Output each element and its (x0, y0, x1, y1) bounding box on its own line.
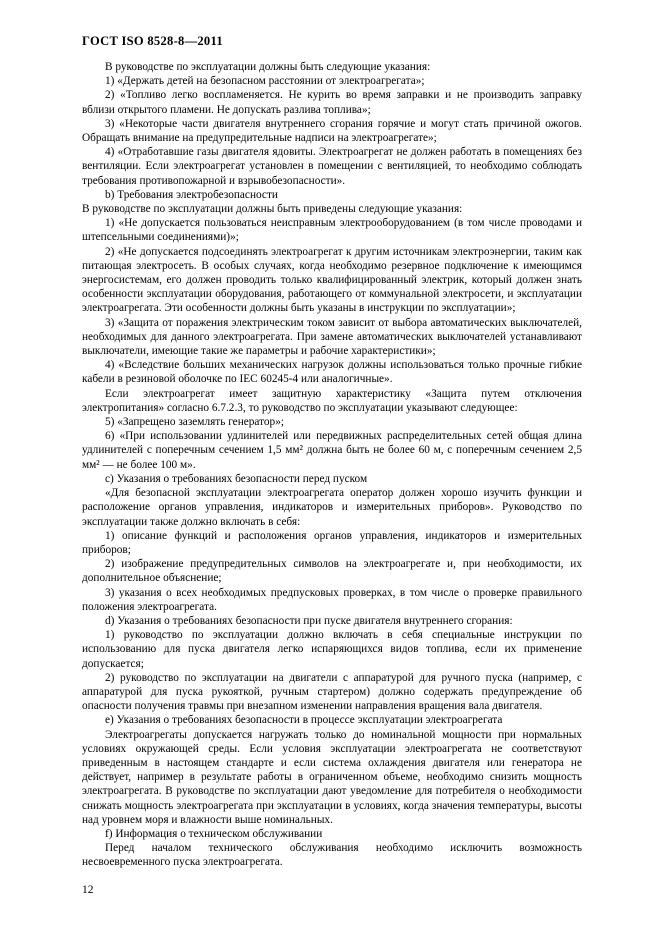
paragraph: В руководстве по эксплуатации должны быть приведены следующие указания: (82, 203, 463, 216)
page-header: ГОСТ ISO 8528-8—2011 (82, 34, 223, 48)
paragraph: 2) изображение предупредительных символов на электроагрегате и, при необходимости, их дополнительное объяснение; (82, 558, 582, 585)
paragraph: 5) «Запрещено заземлять генератор»; (105, 416, 284, 429)
paragraph: В руководстве по эксплуатации должны быть следующие указания: (105, 61, 431, 73)
paragraph: Перед началом технического обслуживания необходимо исключить возможность несвоевременного пуска электроагрегата. (82, 842, 582, 869)
paragraph: 2) «Не допускается подсоединять электроагрегат к другим источникам электроэнергии, таким как питающая электросеть. В особых случаях, когда необходимо резервное подключение к имеющимся энергосистемам, его должен проводить только квалифицированный электрик, который должен знать особенности эксплуатации оборудования, работающего от коммунальной электросети, и эксплуатации электроагрегата. Эти особенности должны быть указаны в инструкции по эксплуатации»; (82, 245, 582, 315)
paragraph: e) Указания о требованиях безопасности в процессе эксплуатации электроагрегата (105, 714, 503, 727)
paragraph: 1) руководство по эксплуатации должно включать в себя специальные инструкции по использованию для пуска двигателя легко испаряющихся видов топлива, если их применение допускается; (82, 629, 582, 670)
paragraph: 4) «Вследствие больших механических нагрузок должны использоваться только прочные гибкие кабели в резиновой оболочке по IEC 60245-4 или аналогичные». (82, 359, 582, 386)
paragraph: 1) описание функций и расположения органов управления, индикаторов и измерительных приборов; (82, 529, 582, 556)
paragraph: 2) «Топливо легко воспламеняется. Не курить во время заправки и не производить заправку вблизи открытого пламени. Не допускать разлива топлива»; (82, 89, 582, 116)
paragraph: «Для безопасной эксплуатации электроагрегата оператор должен хорошо изучить функции и расположение органов управления, индикаторов и измерительных приборов». Руководство по эксплуатации также должно включать в себя: (82, 487, 582, 528)
paragraph: 3) «Некоторые части двигателя внутреннего сгорания горячие и могут стать причиной ожогов. Обращать внимание на предупредительные надписи на электроагрегате»; (82, 117, 582, 145)
paragraph: 1) «Не допускается пользоваться неисправным электрооборудованием (в том числе проводами и штепсельными соединениями)»; (82, 217, 582, 244)
paragraph: 3) «Защита от поражения электрическим током зависит от выбора автоматических выключателей, необходимых для данного электроагрегата. При замене автоматических выключателей устанавливают выключатели, имеющие такие же параметры и рабочие характеристики»; (82, 316, 582, 358)
paragraph: Если электроагрегат имеет защитную характеристику «Защита путем отключения электропитания» согласно 6.7.2.3, то руководство по эксплуатации указывают следующее: (82, 387, 582, 414)
paragraph: 4) «Отработавшие газы двигателя ядовиты. Электроагрегат не должен работать в помещениях без вентиляции. Если электроагрегат установлен в помещении с вентиляцией, то необходимо соблюдать требования противопожарной и взрывобезопасности». (82, 146, 582, 187)
paragraph: Электроагрегаты допускается нагружать только до номинальной мощности при нормальных условиях окружающей среды. Если условия эксплуатации электроагрегата не соответствуют приведенным в настоящем стандарте и если система охлаждения двигателя или генератора не действует, например в результате работы в ограниченном объеме, необходимо снизить мощность электроагрегата. В руководстве по эксплуатации дают уведомление для потребителя о необходимости снижать мощность электроагрегата при эксплуатации в условиях, когда значения температуры, высоты над уровнем моря и влажности выше номинальных. (82, 728, 582, 826)
body-text (82, 60, 582, 870)
paragraph: d) Указания о требованиях безопасности при пуске двигателя внутреннего сгорания: (105, 614, 513, 627)
paragraph: 6) «При использовании удлинителей или передвижных распределительных сетей общая длина удлинителей с поперечным сечением 1,5 мм² должна быть не более 60 м, с поперечным сечением 2,5 мм² — не более 100 м». (82, 430, 582, 471)
paragraph: 1) «Держать детей на безопасном расстоянии от электроагрегата»; (105, 75, 425, 88)
paragraph: b) Требования электробезопасности (105, 188, 278, 201)
page-number: 12 (82, 884, 94, 896)
paragraph: 3) указания о всех необходимых предпусковых проверках, в том числе о проверке правильного положения электроагрегата. (82, 586, 582, 613)
paragraph: с) Указания о требованиях безопасности перед пуском (105, 472, 368, 485)
paragraph: 2) руководство по эксплуатации на двигатели с аппаратурой для ручного пуска (например, с аппаратурой для пуска рукояткой, ручным стартером) должно содержать предупреждение об опасности получения травмы при внезапном изменении направления вращения вала двигателя. (82, 671, 582, 713)
paragraph: f) Информация о техническом обслуживании (105, 827, 323, 840)
